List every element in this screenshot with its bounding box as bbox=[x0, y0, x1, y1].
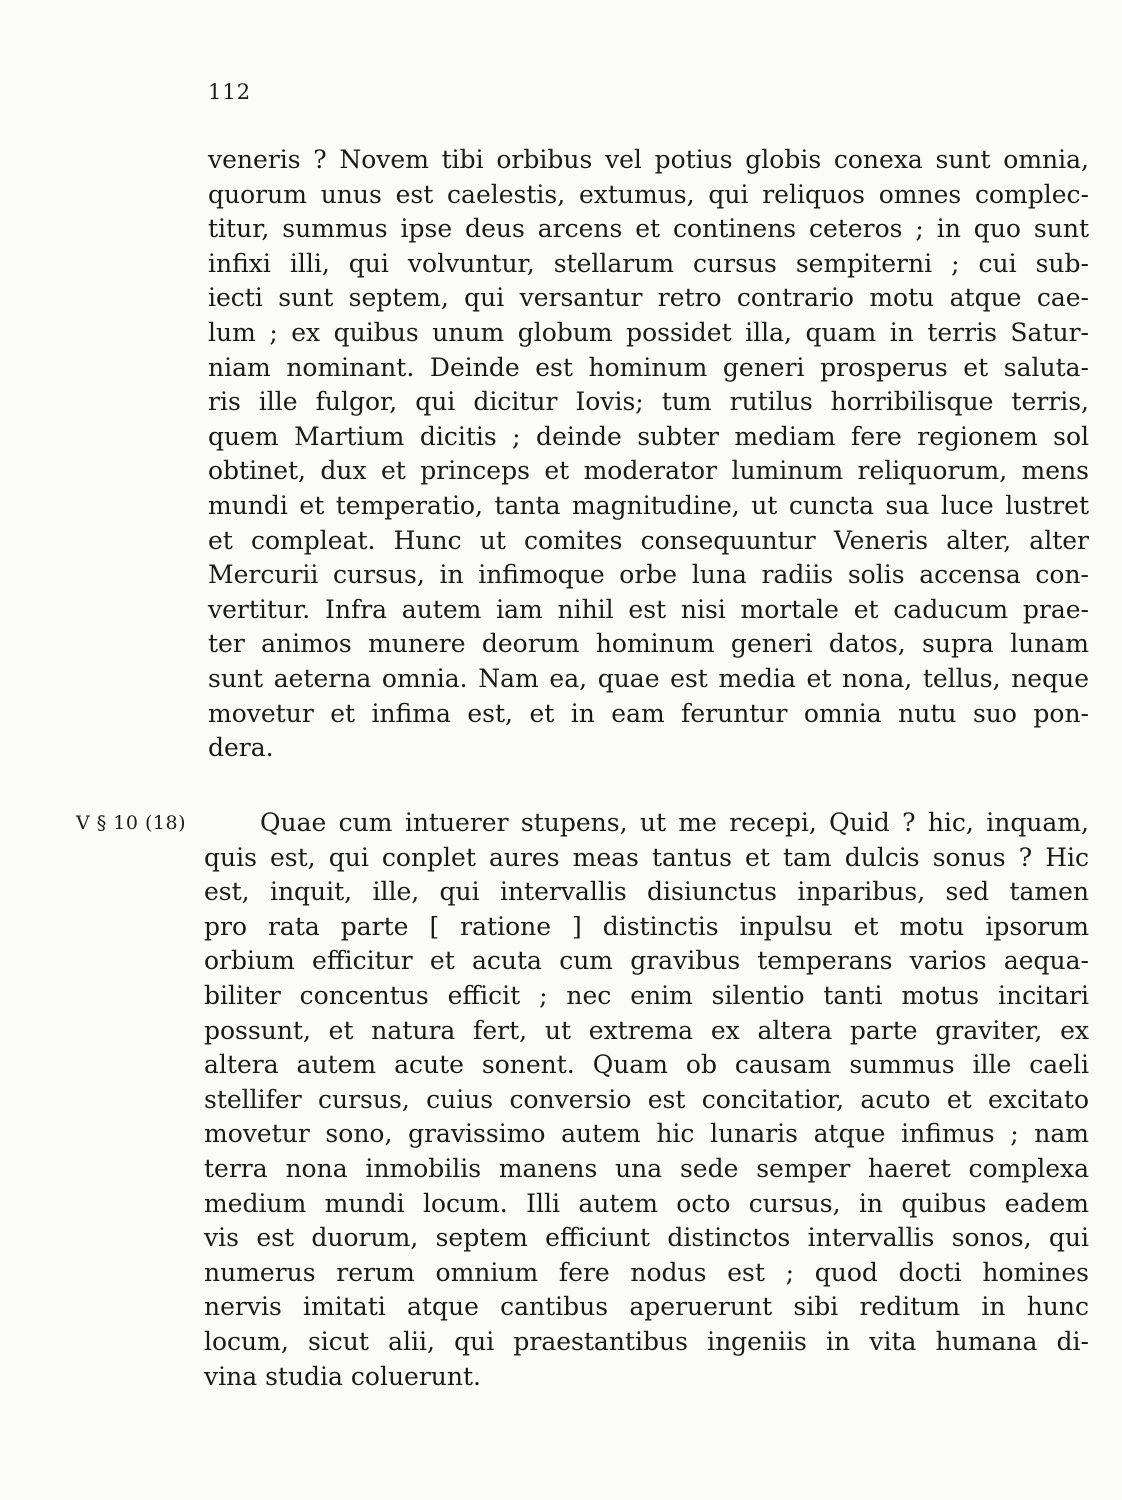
text-line: numerus rerum omnium fere nodus est ; quod docti homines bbox=[204, 1257, 1089, 1287]
text-line: veneris ? Novem tibi orbibus vel potius globis conexa sunt omnia, bbox=[208, 145, 1089, 174]
text-line: altera autem acute sonent. Quam ob causam summus ille caeli bbox=[204, 1050, 1089, 1080]
text-line: stellifer cursus, cuius conversio est concitatior, acuto et excitato bbox=[204, 1084, 1089, 1114]
text-line: obtinet, dux et princeps et moderator luminum reliquorum, mens bbox=[208, 456, 1089, 486]
text-line: quis est, qui conplet aures meas tantus et tam dulcis sonus ? Hic bbox=[204, 842, 1089, 872]
text-line: Mercurii cursus, in infimoque orbe luna radiis solis accensa con- bbox=[208, 560, 1089, 590]
text-line: pro rata parte [ ratione ] distinctis inpulsu et motu ipsorum bbox=[204, 911, 1089, 941]
text-line: vis est duorum, septem efficiunt distinctos intervallis sonos, qui bbox=[204, 1223, 1089, 1253]
text-line: nervis imitati atque cantibus aperuerunt sibi reditum in hunc bbox=[204, 1292, 1089, 1322]
text-line: vertitur. Infra autem iam nihil est nisi mortale et caducum prae- bbox=[208, 594, 1089, 624]
text-line: locum, sicut alii, qui praestantibus ingeniis in vita humana di- bbox=[204, 1326, 1089, 1356]
text-line: movetur et infima est, et in eam feruntur omnia nutu suo pon- bbox=[208, 698, 1089, 728]
text-line: possunt, et natura fert, ut extrema ex altera parte graviter, ex bbox=[204, 1015, 1089, 1045]
text-line: infixi illi, qui volvuntur, stellarum cursus sempiterni ; cui sub- bbox=[208, 248, 1089, 278]
text-line: ter animos munere deorum hominum generi datos, supra lunam bbox=[208, 629, 1089, 659]
paragraph-1 bbox=[208, 143, 1089, 766]
text-line: lum ; ex quibus unum globum possidet illa, quam in terris Satur- bbox=[208, 317, 1089, 347]
text-line: Quae cum intuerer stupens, ut me recepi, Quid ? hic, inquam, bbox=[260, 808, 1089, 837]
text-line: quorum unus est caelestis, extumus, qui reliquos omnes complec- bbox=[208, 179, 1089, 209]
text-line: medium mundi locum. Illi autem octo cursus, in quibus eadem bbox=[204, 1188, 1089, 1218]
text-line: ris ille fulgor, qui dicitur Iovis; tum rutilus horribilisque terris, bbox=[208, 387, 1089, 417]
text-line: biliter concentus efficit ; nec enim silentio tanti motus incitari bbox=[204, 980, 1089, 1010]
text-line: vina studia coluerunt. bbox=[204, 1361, 481, 1391]
text-line: dera. bbox=[208, 733, 274, 763]
text-line: et compleat. Hunc ut comites consequuntur Veneris alter, alter bbox=[208, 525, 1089, 555]
text-line: orbium efficitur et acuta cum gravibus temperans varios aequa- bbox=[204, 946, 1089, 976]
text-line: movetur sono, gravissimo autem hic lunaris atque infimus ; nam bbox=[204, 1119, 1089, 1149]
text-line: niam nominant. Deinde est hominum generi prosperus et saluta- bbox=[208, 352, 1089, 382]
text-line: est, inquit, ille, qui intervallis disiunctus inparibus, sed tamen bbox=[204, 877, 1089, 907]
text-line: titur, summus ipse deus arcens et continens ceteros ; in quo sunt bbox=[208, 214, 1089, 244]
text-line: sunt aeterna omnia. Nam ea, quae est media et nona, tellus, neque bbox=[208, 663, 1089, 693]
margin-reference: V § 10 (18) bbox=[76, 812, 187, 834]
text-line: terra nona inmobilis manens una sede semper haeret complexa bbox=[204, 1153, 1089, 1183]
paragraph-2 bbox=[204, 806, 1089, 1394]
text-line: mundi et temperatio, tanta magnitudine, ut cuncta sua luce lustret bbox=[208, 490, 1089, 520]
page-number: 112 bbox=[208, 80, 252, 104]
text-line: iecti sunt septem, qui versantur retro contrario motu atque cae- bbox=[208, 283, 1089, 313]
text-line: quem Martium dicitis ; deinde subter mediam fere regionem sol bbox=[208, 421, 1089, 451]
